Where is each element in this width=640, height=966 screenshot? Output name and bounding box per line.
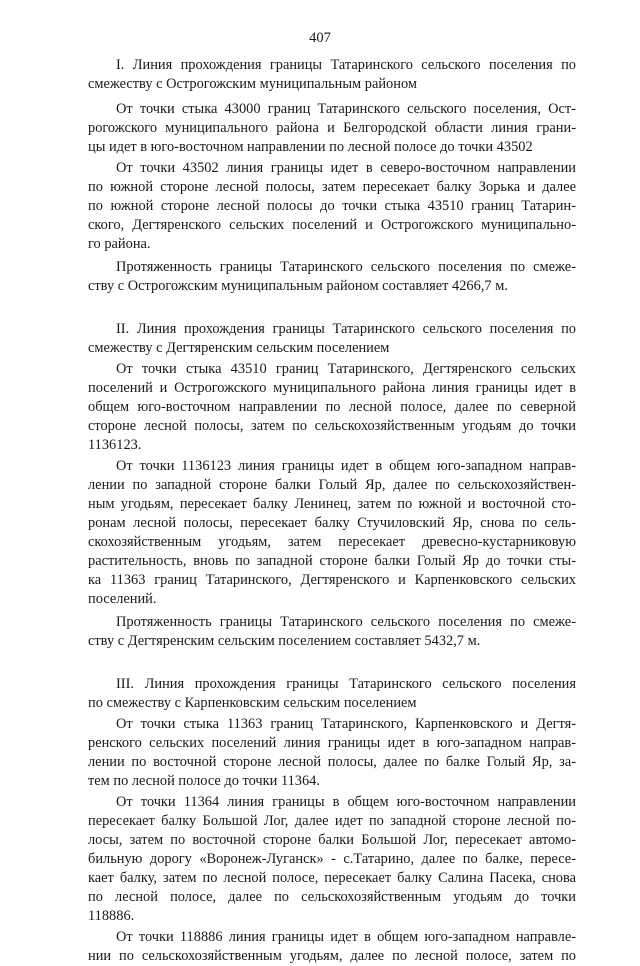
document-body [88,56,576,966]
text-line: Протяженность границы Татаринского сельского поселения по смеже- [116,259,576,275]
section-heading [88,320,576,358]
paragraph [88,159,576,254]
text-line: пересекает балку Большой Лог, далее идет по западной стороне лесной по- [88,813,576,829]
text-line: III. Линия прохождения границы Татаринского сельского поселения [116,676,576,692]
spacer [88,651,576,675]
text-line: растительность, вновь по западной стороне балки Голый Яр до точки сты- [88,553,576,569]
page-number: 407 [309,30,331,46]
text-line: нии по сельскохозяйственным угодьям, далее по лесной полосе, затем по [88,948,576,964]
paragraph [88,928,576,966]
paragraph [88,360,576,455]
text-line: скохозяйственным угодьям, затем пересекает древесно-кустарниковую [88,534,576,550]
text-line: II. Линия прохождения границы Татаринского сельского поселения по [116,321,576,337]
text-line: поселений и Острогожского муниципального района линия границы идет в [88,380,576,396]
text-line: смежеству с Острогожским муниципальным районом [88,76,417,92]
text-line: кает балку, затем по лесной полосе, пересекает балку Салина Пасека, снова [88,870,576,886]
text-line: бильную дорогу «Воронеж-Луганск» - с.Татарино, далее по балке, пересе- [88,851,576,867]
text-line: ным угодьям, пересекает балку Ленинец, затем по южной и восточной сто- [88,496,576,512]
text-line: От точки 118886 линия границы идет в общем юго-западном направле- [116,929,576,945]
text-line: ского, Дегтяренского сельских поселений и Острогожского муниципально- [88,217,576,233]
text-line: общем юго-восточном направлении по лесной полосе, далее по северной [88,399,576,415]
text-line: стороне лесной полосы, затем по сельскохозяйственным угодьям до точки [88,418,576,434]
text-line: От точки стыка 43000 границ Татаринского сельского поселения, Ост- [116,101,576,117]
paragraph [88,715,576,791]
section-heading [88,675,576,713]
text-line: От точки 11364 линия границы в общем юго-восточном направлении [116,794,576,810]
paragraph [88,613,576,651]
text-line: От точки 43502 линия границы идет в северо-восточном направлении [116,160,576,176]
paragraph [88,793,576,926]
text-line: Протяженность границы Татаринского сельского поселения по смеже- [116,614,576,630]
text-line: ству с Острогожским муниципальным районом составляет 4266,7 м. [88,278,508,294]
text-line: рогожского муниципального района и Белгородской области линия грани- [88,120,576,136]
text-line: смежеству с Дегтяренским сельским поселением [88,340,390,356]
paragraph [88,100,576,157]
text-line: по лесной полосе, далее по сельскохозяйственным угодьям до точки [88,889,576,905]
text-line: 1136123. [88,437,142,453]
text-line: ству с Дегтяренским сельским поселением составляет 5432,7 м. [88,633,481,649]
text-line: I. Линия прохождения границы Татаринского сельского поселения по [116,57,576,73]
text-line: цы идет в юго-восточном направлении по лесной полосе до точки 43502 [88,139,533,155]
text-line: тем по лесной полосе до точки 11364. [88,773,320,789]
text-line: лении по западной стороне балки Голый Яр, далее по сельскохозяйствен- [88,477,576,493]
text-line: От точки 1136123 линия границы идет в общем юго-западном направ- [116,458,576,474]
paragraph [88,457,576,609]
text-line: лении по восточной стороне лесной полосы, далее по балке Голый Яр, за- [88,754,576,770]
text-line: поселений. [88,591,157,607]
text-line: по смежеству с Карпенковским сельским поселением [88,695,417,711]
section-heading [88,56,576,94]
spacer [88,296,576,320]
text-line: го района. [88,236,151,252]
text-line: ронам лесной полосы, пересекает балку Стучиловский Яр, снова по сель- [88,515,576,531]
text-line: От точки стыка 43510 границ Татаринского, Дегтяренского сельских [116,361,576,377]
text-line: 118886. [88,908,135,924]
text-line: От точки стыка 11363 границ Татаринского, Карпенковского и Дегтя- [116,716,576,732]
text-line: ренского сельских поселений линия границы идет в юго-западном направ- [88,735,576,751]
text-line: лосы, затем по восточной стороне балки Большой Лог, пересекает автомо- [88,832,576,848]
text-line: по южной стороне лесной полосы, затем пересекает балку Зорька и далее [88,179,576,195]
paragraph [88,258,576,296]
text-line: ка 11363 границ Татаринского, Дегтяренского и Карпенковского сельских [88,572,576,588]
text-line: по южной стороне лесной полосы до точки стыка 43510 границ Татарин- [88,198,576,214]
